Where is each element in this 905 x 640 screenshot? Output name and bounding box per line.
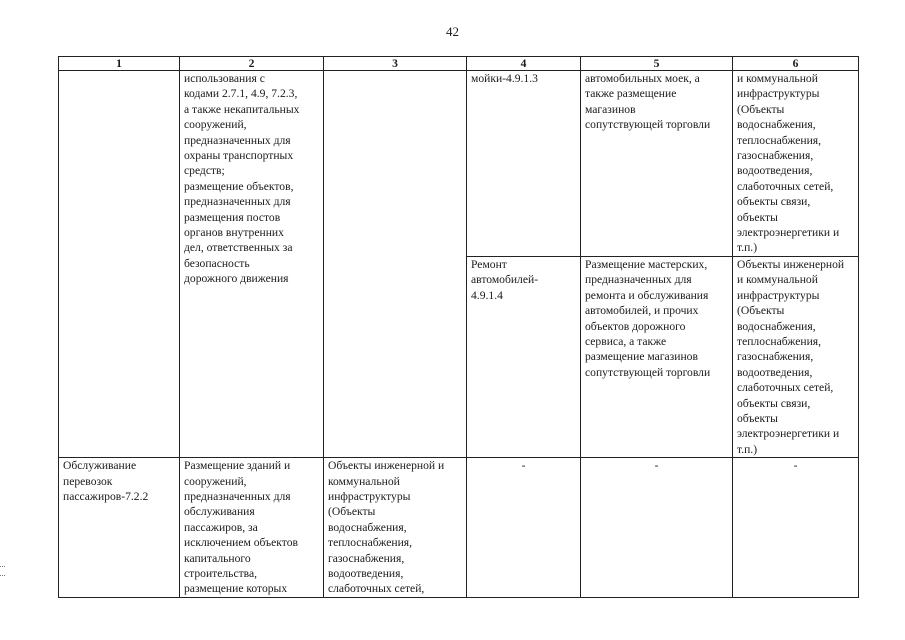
table-cell-empty: [59, 71, 180, 458]
cell-text: -: [793, 459, 798, 473]
table-cell: [733, 71, 859, 257]
table-cell-empty: [324, 71, 467, 458]
cell-text: Объекты инженерной и коммунальной инфраструктуры (Объекты водоснабжения, теплоснабжения, газоснабжения, водоотведения, слаботочных сетей, объекты связи, объекты электроэнергетики и т.п.): [737, 257, 845, 456]
table-cell: [581, 458, 733, 598]
table-header-row: [59, 57, 859, 71]
table-cell: [180, 71, 324, 458]
column-header: 3: [324, 57, 467, 71]
table-cell: [324, 458, 467, 598]
cell-text: и коммунальной инфраструктуры (Объекты водоснабжения, теплоснабжения, газоснабжения, водоотведения, слаботочных сетей, объекты связи, объекты электроэнергетики и т.п.): [737, 72, 840, 255]
column-header: 4: [467, 57, 581, 71]
table-cell: [467, 256, 581, 457]
cell-text: Объекты инженерной и коммунальной инфраструктуры (Объекты водоснабжения, теплоснабжения, газоснабжения, водоотведения, слаботочных сетей,: [328, 459, 445, 596]
cell-text: -: [521, 459, 526, 473]
cell-text: Размещение зданий и сооружений, предназначенных для обслуживания пассажиров, за исключением объектов капитального строительства, размещение которых: [184, 459, 298, 596]
table-cell: [733, 256, 859, 457]
column-header: 1: [59, 57, 180, 71]
table-cell: [180, 458, 324, 598]
cell-text: Ремонт автомобилей- 4.9.1.4: [471, 257, 539, 302]
cell-text: мойки-4.9.1.3: [471, 72, 538, 85]
table-cell: [733, 458, 859, 598]
column-header: 2: [180, 57, 324, 71]
table-row: [59, 71, 859, 257]
table-row: [59, 458, 859, 598]
table-cell: [467, 71, 581, 257]
table-cell: [581, 256, 733, 457]
cell-text: -: [654, 459, 659, 473]
cell-text: Обслуживание перевозок пассажиров-7.2.2: [63, 459, 149, 503]
cell-text: автомобильных моек, а также размещение магазинов сопутствующей торговли: [585, 72, 711, 132]
table-cell: [581, 71, 733, 257]
page-number: 42: [446, 24, 459, 39]
cell-text: Размещение мастерских, предназначенных для ремонта и обслуживания автомобилей, и прочих объектов дорожного сервиса, а также размещение магазинов сопутствующей торговли: [585, 257, 711, 379]
column-header: 5: [581, 57, 733, 71]
cell-text: использования с кодами 2.7.1, 4.9, 7.2.3, а также некапитальных сооружений, предназначенных для охраны транспортных средств; размещение объектов, предназначенных для размещения постов органов внутренних дел, ответственных за безопасность дорожного движения: [184, 72, 300, 286]
scan-edge-mark: [0, 566, 5, 576]
column-header: 6: [733, 57, 859, 71]
table-cell: [59, 458, 180, 598]
table-cell: [467, 458, 581, 598]
zoning-table: [58, 56, 859, 598]
